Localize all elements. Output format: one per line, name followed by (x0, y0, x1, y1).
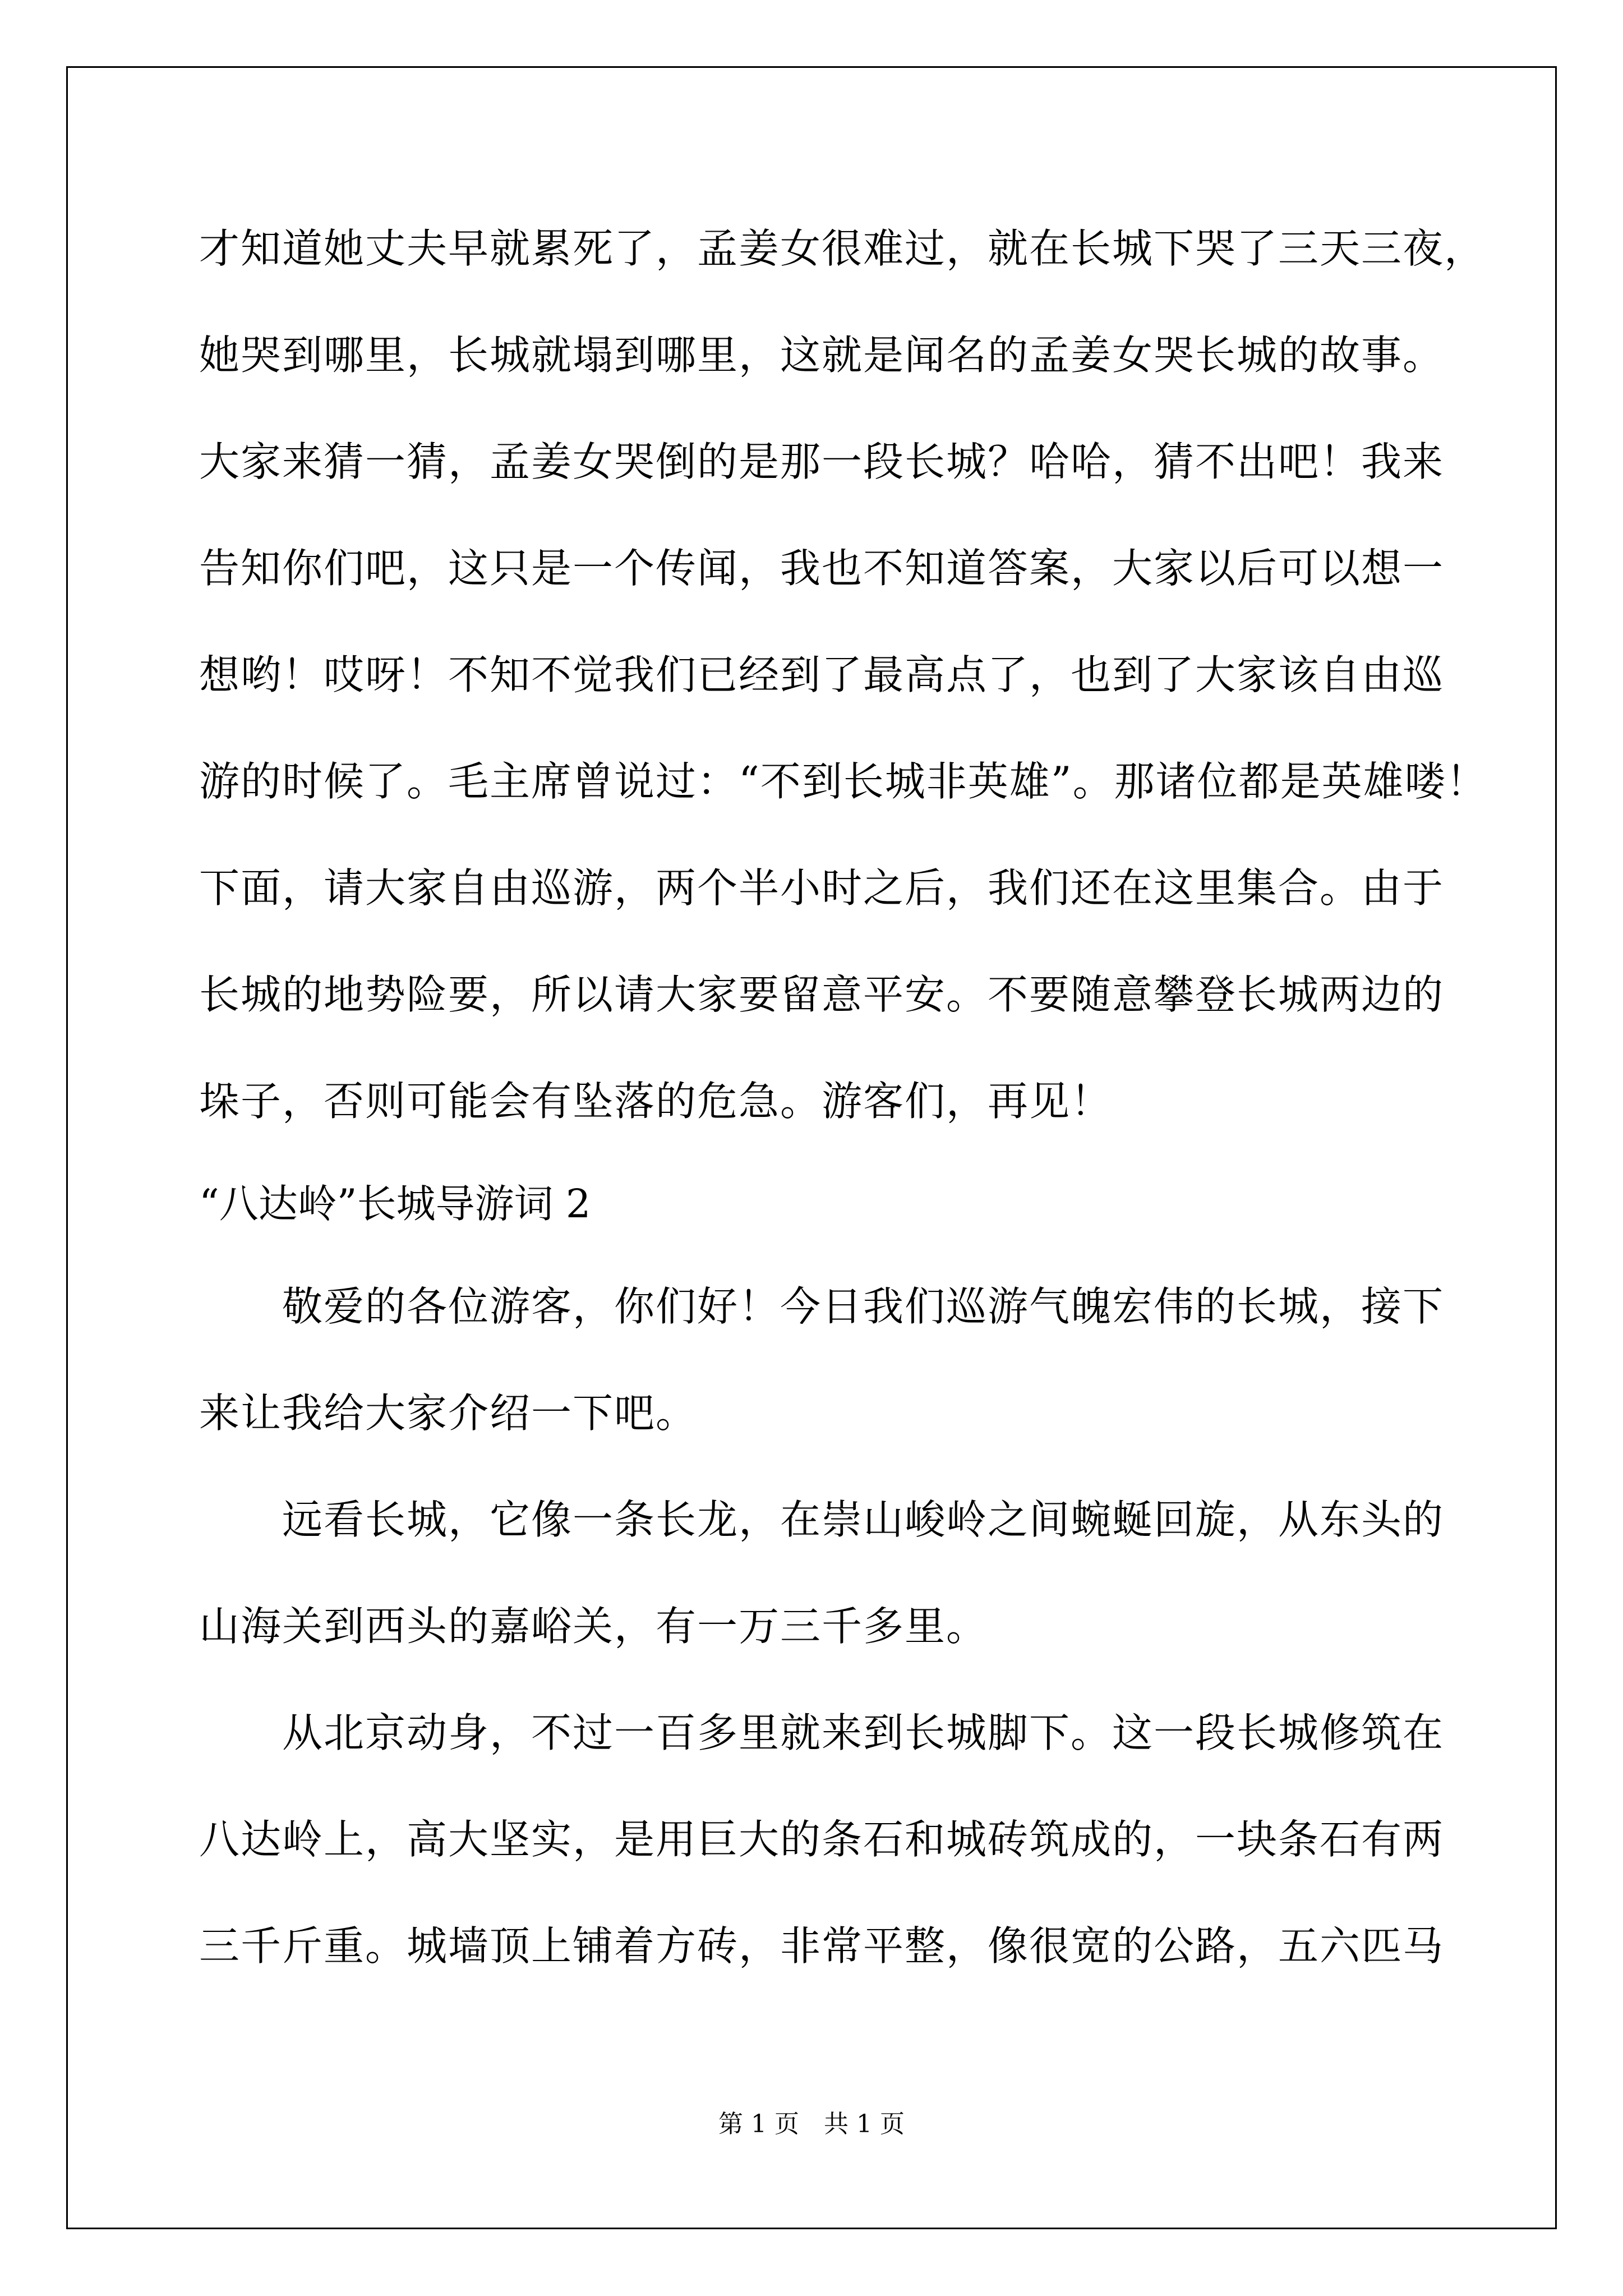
text-line: 告知你们吧，这只是一个传闻，我也不知道答案，大家以后可以想一 (199, 545, 1445, 592)
text-line: 想哟！哎呀！不知不觉我们已经到了最高点了，也到了大家该自由巡 (199, 651, 1445, 698)
text-line: 八达岭上，高大坚实，是用巨大的条石和城砖筑成的，一块条石有两 (199, 1816, 1445, 1863)
paragraph-first-line: 远看长城，它像一条长龙，在崇山峻岭之间蜿蜒回旋，从东头的 (282, 1496, 1445, 1543)
text-line: 垛子，否则可能会有坠落的危急。游客们，再见！ (199, 1078, 1113, 1125)
document-body (199, 195, 1488, 1999)
section-heading: “八达岭”长城导游词 2 (199, 1181, 591, 1227)
text-line: 大家来猜一猜，孟姜女哭倒的是那一段长城？哈哈，猜不出吧！我来 (199, 438, 1445, 485)
paragraph-first-line: 从北京动身，不过一百多里就来到长城脚下。这一段长城修筑在 (282, 1709, 1445, 1756)
paragraph-first-line: 敬爱的各位游客，你们好！今日我们巡游气魄宏伟的长城，接下 (282, 1283, 1445, 1330)
text-line: 游的时候了。毛主席曾说过：“不到长城非英雄”。那诸位都是英雄喽！ (199, 758, 1488, 805)
text-line: 才知道她丈夫早就累死了，孟姜女很难过，就在长城下哭了三天三夜， (199, 225, 1486, 272)
text-line: 来让我给大家介绍一下吧。 (199, 1389, 698, 1437)
text-line: 山海关到西头的嘉峪关，有一万三千多里。 (199, 1603, 988, 1650)
page-number-footer: 第 1 页 共 1 页 (718, 2110, 905, 2138)
text-line: 下面，请大家自由巡游，两个半小时之后，我们还在这里集合。由于 (199, 864, 1445, 912)
text-line: 长城的地势险要，所以请大家要留意平安。不要随意攀登长城两边的 (199, 971, 1445, 1018)
text-line: 三千斤重。城墙顶上铺着方砖，非常平整，像很宽的公路，五六匹马 (199, 1922, 1445, 1970)
text-line: 她哭到哪里，长城就塌到哪里，这就是闻名的孟姜女哭长城的故事。 (199, 332, 1445, 379)
